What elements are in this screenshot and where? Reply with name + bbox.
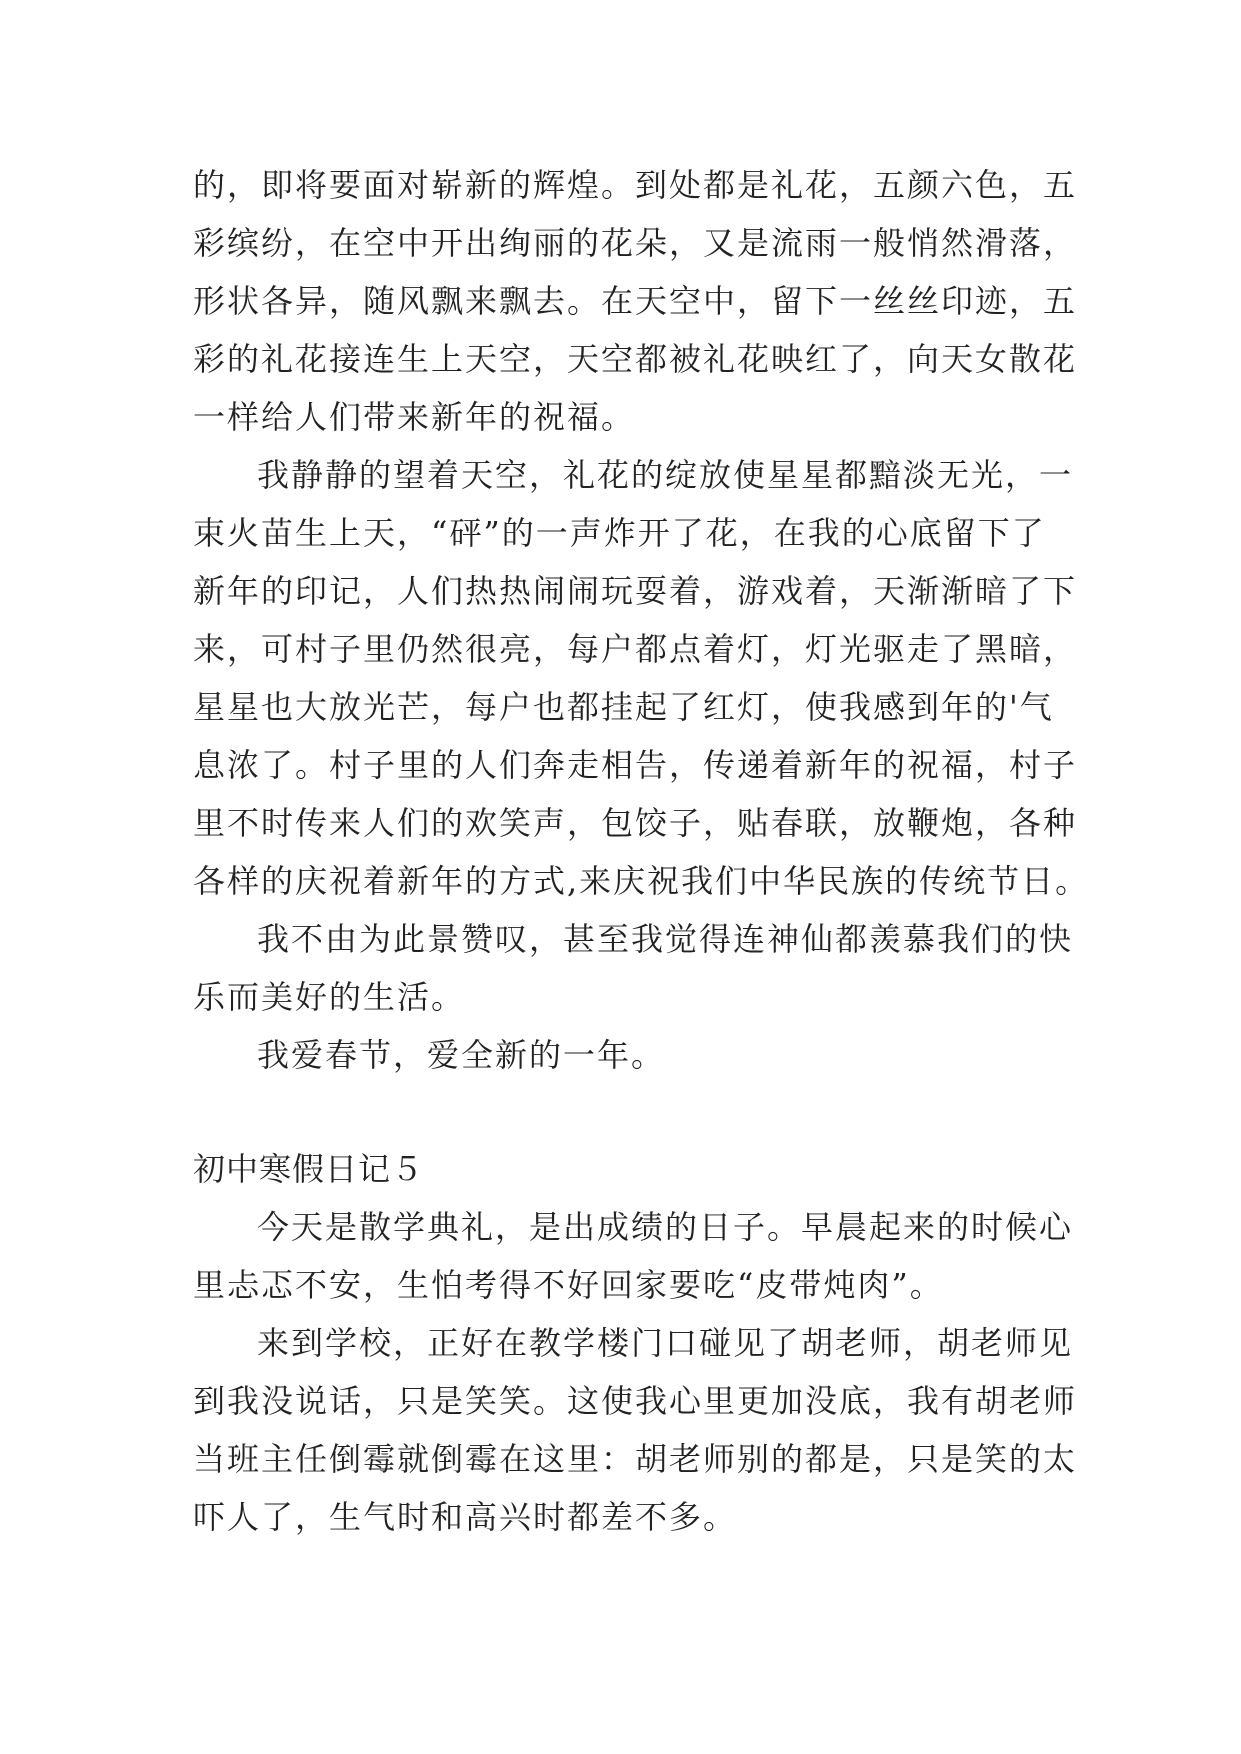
paragraph-1-line-2: 彩缤纷，在空中开出绚丽的花朵，又是流雨一般悄然滑落，	[193, 224, 1078, 262]
paragraph-5-line-1: 今天是散学典礼，是出成绩的日子。早晨起来的时候心	[257, 1208, 1074, 1246]
paragraph-1-line-3: 形状各异，随风飘来飘去。在天空中，留下一丝丝印迹，五	[193, 282, 1078, 320]
paragraph-2-line-6: 息浓了。村子里的人们奔走相告，传递着新年的祝福，村子	[193, 746, 1078, 784]
paragraph-2-line-8: 各样的庆祝着新年的方式,来庆祝我们中华民族的传统节日。	[193, 862, 1090, 900]
paragraph-6-line-2: 到我没说话，只是笑笑。这使我心里更加没底，我有胡老师	[193, 1382, 1078, 1420]
paragraph-2-line-7: 里不时传来人们的欢笑声，包饺子，贴春联，放鞭炮，各种	[193, 804, 1078, 842]
section-heading: 初中寒假日记５	[193, 1150, 425, 1188]
paragraph-2-line-4: 来，可村子里仍然很亮，每户都点着灯，灯光驱走了黑暗，	[193, 630, 1078, 668]
paragraph-5-line-2: 里忐忑不安，生怕考得不好回家要吃“皮带炖肉”。	[193, 1266, 944, 1304]
paragraph-1-line-4: 彩的礼花接连生上天空，天空都被礼花映红了，向天女散花	[193, 340, 1078, 378]
paragraph-2-line-3: 新年的印记，人们热热闹闹玩耍着，游戏着，天渐渐暗了下	[193, 572, 1078, 610]
paragraph-6-line-3: 当班主任倒霉就倒霉在这里：胡老师别的都是，只是笑的太	[193, 1440, 1078, 1478]
paragraph-3-line-1: 我不由为此景赞叹，甚至我觉得连神仙都羡慕我们的快	[257, 920, 1074, 958]
paragraph-2-line-2: 束火苗生上天，“砰”的一声炸开了花，在我的心底留下了	[193, 514, 1046, 552]
paragraph-6-line-4: 吓人了，生气时和高兴时都差不多。	[193, 1498, 738, 1536]
paragraph-1-line-5: 一样给人们带来新年的祝福。	[193, 398, 636, 436]
paragraph-1-line-1: 的，即将要面对崭新的辉煌。到处都是礼花，五颜六色，五	[193, 166, 1078, 204]
paragraph-3-line-2: 乐而美好的生活。	[193, 978, 466, 1016]
paragraph-2-line-1: 我静静的望着天空，礼花的绽放使星星都黯淡无光，一	[257, 456, 1074, 494]
paragraph-4-line-1: 我爱春节，爱全新的一年。	[257, 1036, 666, 1074]
paragraph-2-line-5: 星星也大放光芒，每户也都挂起了红灯，使我感到年的'气	[193, 688, 1054, 726]
paragraph-6-line-1: 来到学校，正好在教学楼门口碰见了胡老师，胡老师见	[257, 1324, 1074, 1362]
